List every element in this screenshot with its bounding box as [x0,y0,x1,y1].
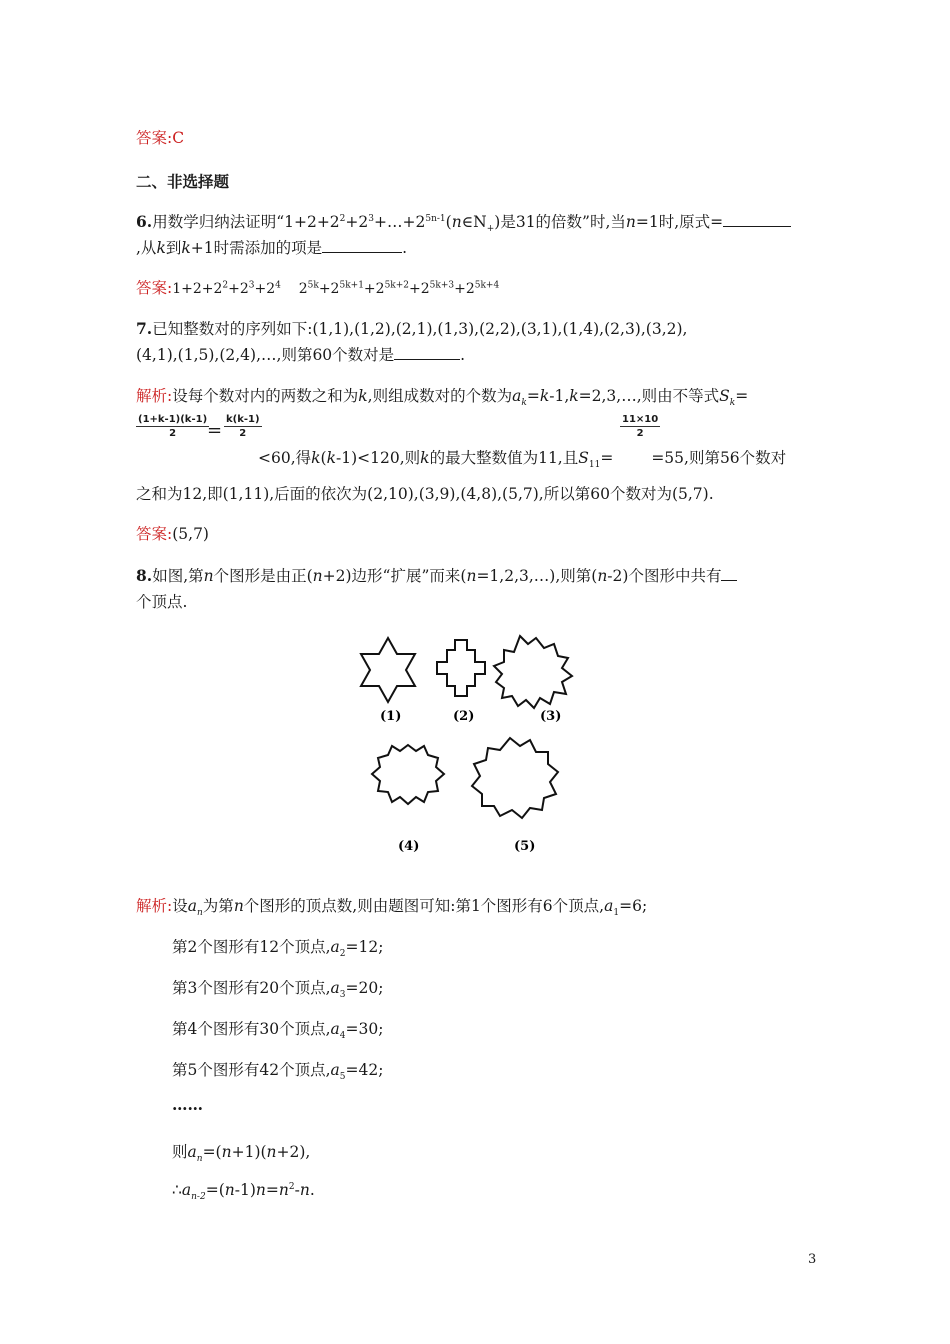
q8-ellipsis: …… [172,1095,203,1114]
figure-1-hexagram [361,638,415,702]
figure-label-3: (3) [540,709,562,724]
q7-line1: 7.已知整数对的序列如下:(1,1),(1,2),(2,1),(1,3),(2,2),(3,1),(1,4),(2,3),(3,2), [136,319,688,338]
page-number: 3 [808,1252,817,1267]
q8-step-4: 第4个图形有30个顶点$,a_4=30$; [172,1020,384,1042]
q6-line1: 6.用数学归纳法证明“$1+2+2^2+2^3+\dots+2^{5n-1}(n\in N_+)$是31的倍数”时,当n=1时,原式= [136,210,791,232]
blank-q6-a [723,211,791,227]
figure-3-pentagon-expansion [494,636,572,708]
q8-jiexi: 解析:设$a_n$为第n个图形的顶点数,则由题图可知:第1个图形有6个顶点$,a_1=6$; [136,897,648,919]
figure-4-hexagon-expansion [372,745,444,804]
q8-line1: 8.如图,第n个图形是由正(n+2)边形“扩展”而来(n=1,2,3,…),则第(n-2)个图形中共有 [136,564,737,586]
q7-jiexi-line1: 解析:设每个数对内的两数之和为k,则组成数对的个数为$a_k=k-1,k=2,3,\dots$,则由不等式$S_k=$ [136,387,749,409]
figure-2-square-expansion [437,640,485,696]
q7-jiexi-line3: 之和为12,即(1,11),后面的依次为(2,10),(3,9),(4,8),(5,7),所以第60个数对为(5,7). [136,485,714,503]
q7-fraction-eq: = [207,420,223,441]
figure-label-4: (4) [398,839,420,854]
q7-fraction-3: $\frac{11\times 10}{2}$ [622,414,659,439]
q8-line2: 个顶点. [136,593,188,611]
section-title: 二、非选择题 [136,173,230,191]
q8-general-term: 则$a_n=(n+1)(n+2)$, [172,1143,311,1165]
q8-step-3: 第3个图形有20个顶点$,a_3=20$; [172,979,384,1001]
figure-label-5: (5) [514,839,536,854]
q6-answer: 答案$:1+2+2^2+2^3+2^4$ $2^{5k}+2^{5k+1}+2^{5k+2}+2^{5k+3}+2^{5k+4}$ [136,279,500,297]
q7-fraction-2: $\frac{k(k-1)}{2}$ [226,414,260,439]
answer-c: 答案:C [136,129,185,147]
figure-label-2: (2) [453,709,475,724]
blank-q8 [721,565,737,581]
blank-q6-b [322,237,402,253]
q8-step-2: 第2个图形有12个顶点$,a_2=12$; [172,938,384,960]
q8-final: $\therefore a_{n-2}=(n-1)n=n^2-n$. [172,1181,315,1203]
q7-answer: 答案:(5,7) [136,525,209,543]
figure-5-heptagon-expansion [472,738,558,818]
figure-label-1: (1) [380,709,402,724]
blank-q7 [394,344,460,360]
q7-jiexi-line2: <60,得k(k-1)<120,则k的最大整数值为11,且$S_{11}= =55$,则第56个数对 [258,449,787,471]
q6-line2: ,从k到k+1时需添加的项是 . [136,239,408,257]
q7-fraction-1: $\frac{(1+k-1)(k-1)}{2}$ [138,414,208,439]
q8-figure [340,620,600,860]
q8-step-5: 第5个图形有42个顶点$,a_5=42$; [172,1061,384,1083]
q7-line2: (4,1),(1,5),(2,4),…,则第60个数对是 . [136,346,466,364]
